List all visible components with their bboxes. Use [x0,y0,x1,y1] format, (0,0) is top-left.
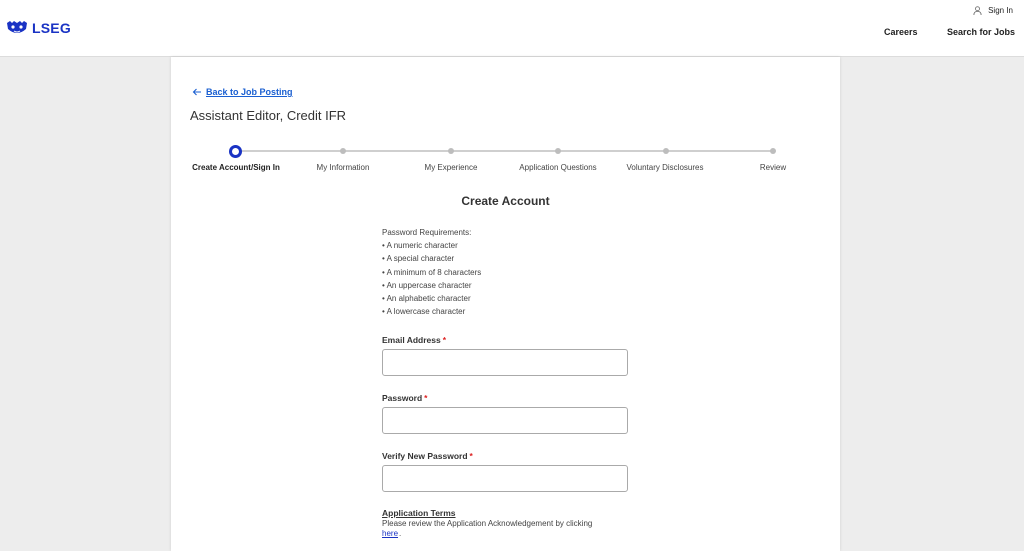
lseg-logo[interactable] [6,20,71,36]
nav-careers[interactable]: Careers [884,27,918,37]
form-title: Create Account [461,194,550,208]
requirement-item: • A special character [382,252,481,265]
terms-period: . [399,529,402,538]
step-label-voluntary-disclosures: Voluntary Disclosures [626,163,704,172]
step-label-my-information: My Information [316,163,370,172]
email-field[interactable] [382,349,628,376]
nav-search-jobs[interactable]: Search for Jobs [947,27,1016,37]
requirement-item: • A numeric character [382,239,481,252]
step-dot-application-questions [555,148,561,154]
step-dot-my-information [340,148,346,154]
application-terms-heading: Application Terms [382,508,456,518]
step-dot-review [770,148,776,154]
requirements-list [382,239,481,318]
step-dot-voluntary-disclosures [663,148,669,154]
verify-password-label-text: Verify New Password [382,451,468,461]
back-label: Back to Job Posting [206,87,293,97]
password-requirements [382,226,481,318]
requirement-item: • An alphabetic character [382,292,481,305]
step-dot-create-account [229,145,242,158]
email-label-text: Email Address [382,335,441,345]
step-label-review: Review [759,163,787,172]
sign-in-label: Sign In [988,6,1013,15]
site-header [0,0,1024,57]
application-terms-text: Please review the Application Acknowledgement by clicking [382,519,593,528]
verify-password-label [382,451,473,461]
requirement-item: • A lowercase character [382,305,481,318]
back-to-job-posting-link[interactable] [192,87,293,97]
application-card [171,57,840,551]
stepper-track [236,150,773,152]
arrow-left-icon [192,87,202,97]
verify-password-field[interactable] [382,465,628,492]
password-field[interactable] [382,407,628,434]
user-icon [973,6,982,15]
required-marker: * [424,393,428,403]
step-label-application-questions: Application Questions [519,163,597,172]
requirements-heading: Password Requirements: [382,228,472,237]
terms-here-link[interactable]: here [382,529,399,538]
email-label [382,335,446,345]
sign-in-link[interactable] [973,6,1013,15]
requirement-item: • A minimum of 8 characters [382,266,481,279]
requirement-item: • An uppercase character [382,279,481,292]
required-marker: * [442,335,447,345]
logo-text: LSEG [32,20,71,36]
password-label-text: Password [382,393,423,403]
step-dot-my-experience [448,148,454,154]
required-marker: * [469,451,473,461]
lion-crest-icon [6,20,28,36]
step-label-create-account: Create Account/Sign In [192,163,280,172]
step-label-my-experience: My Experience [424,163,478,172]
password-label [382,393,427,403]
job-title: Assistant Editor, Credit IFR [190,108,347,123]
